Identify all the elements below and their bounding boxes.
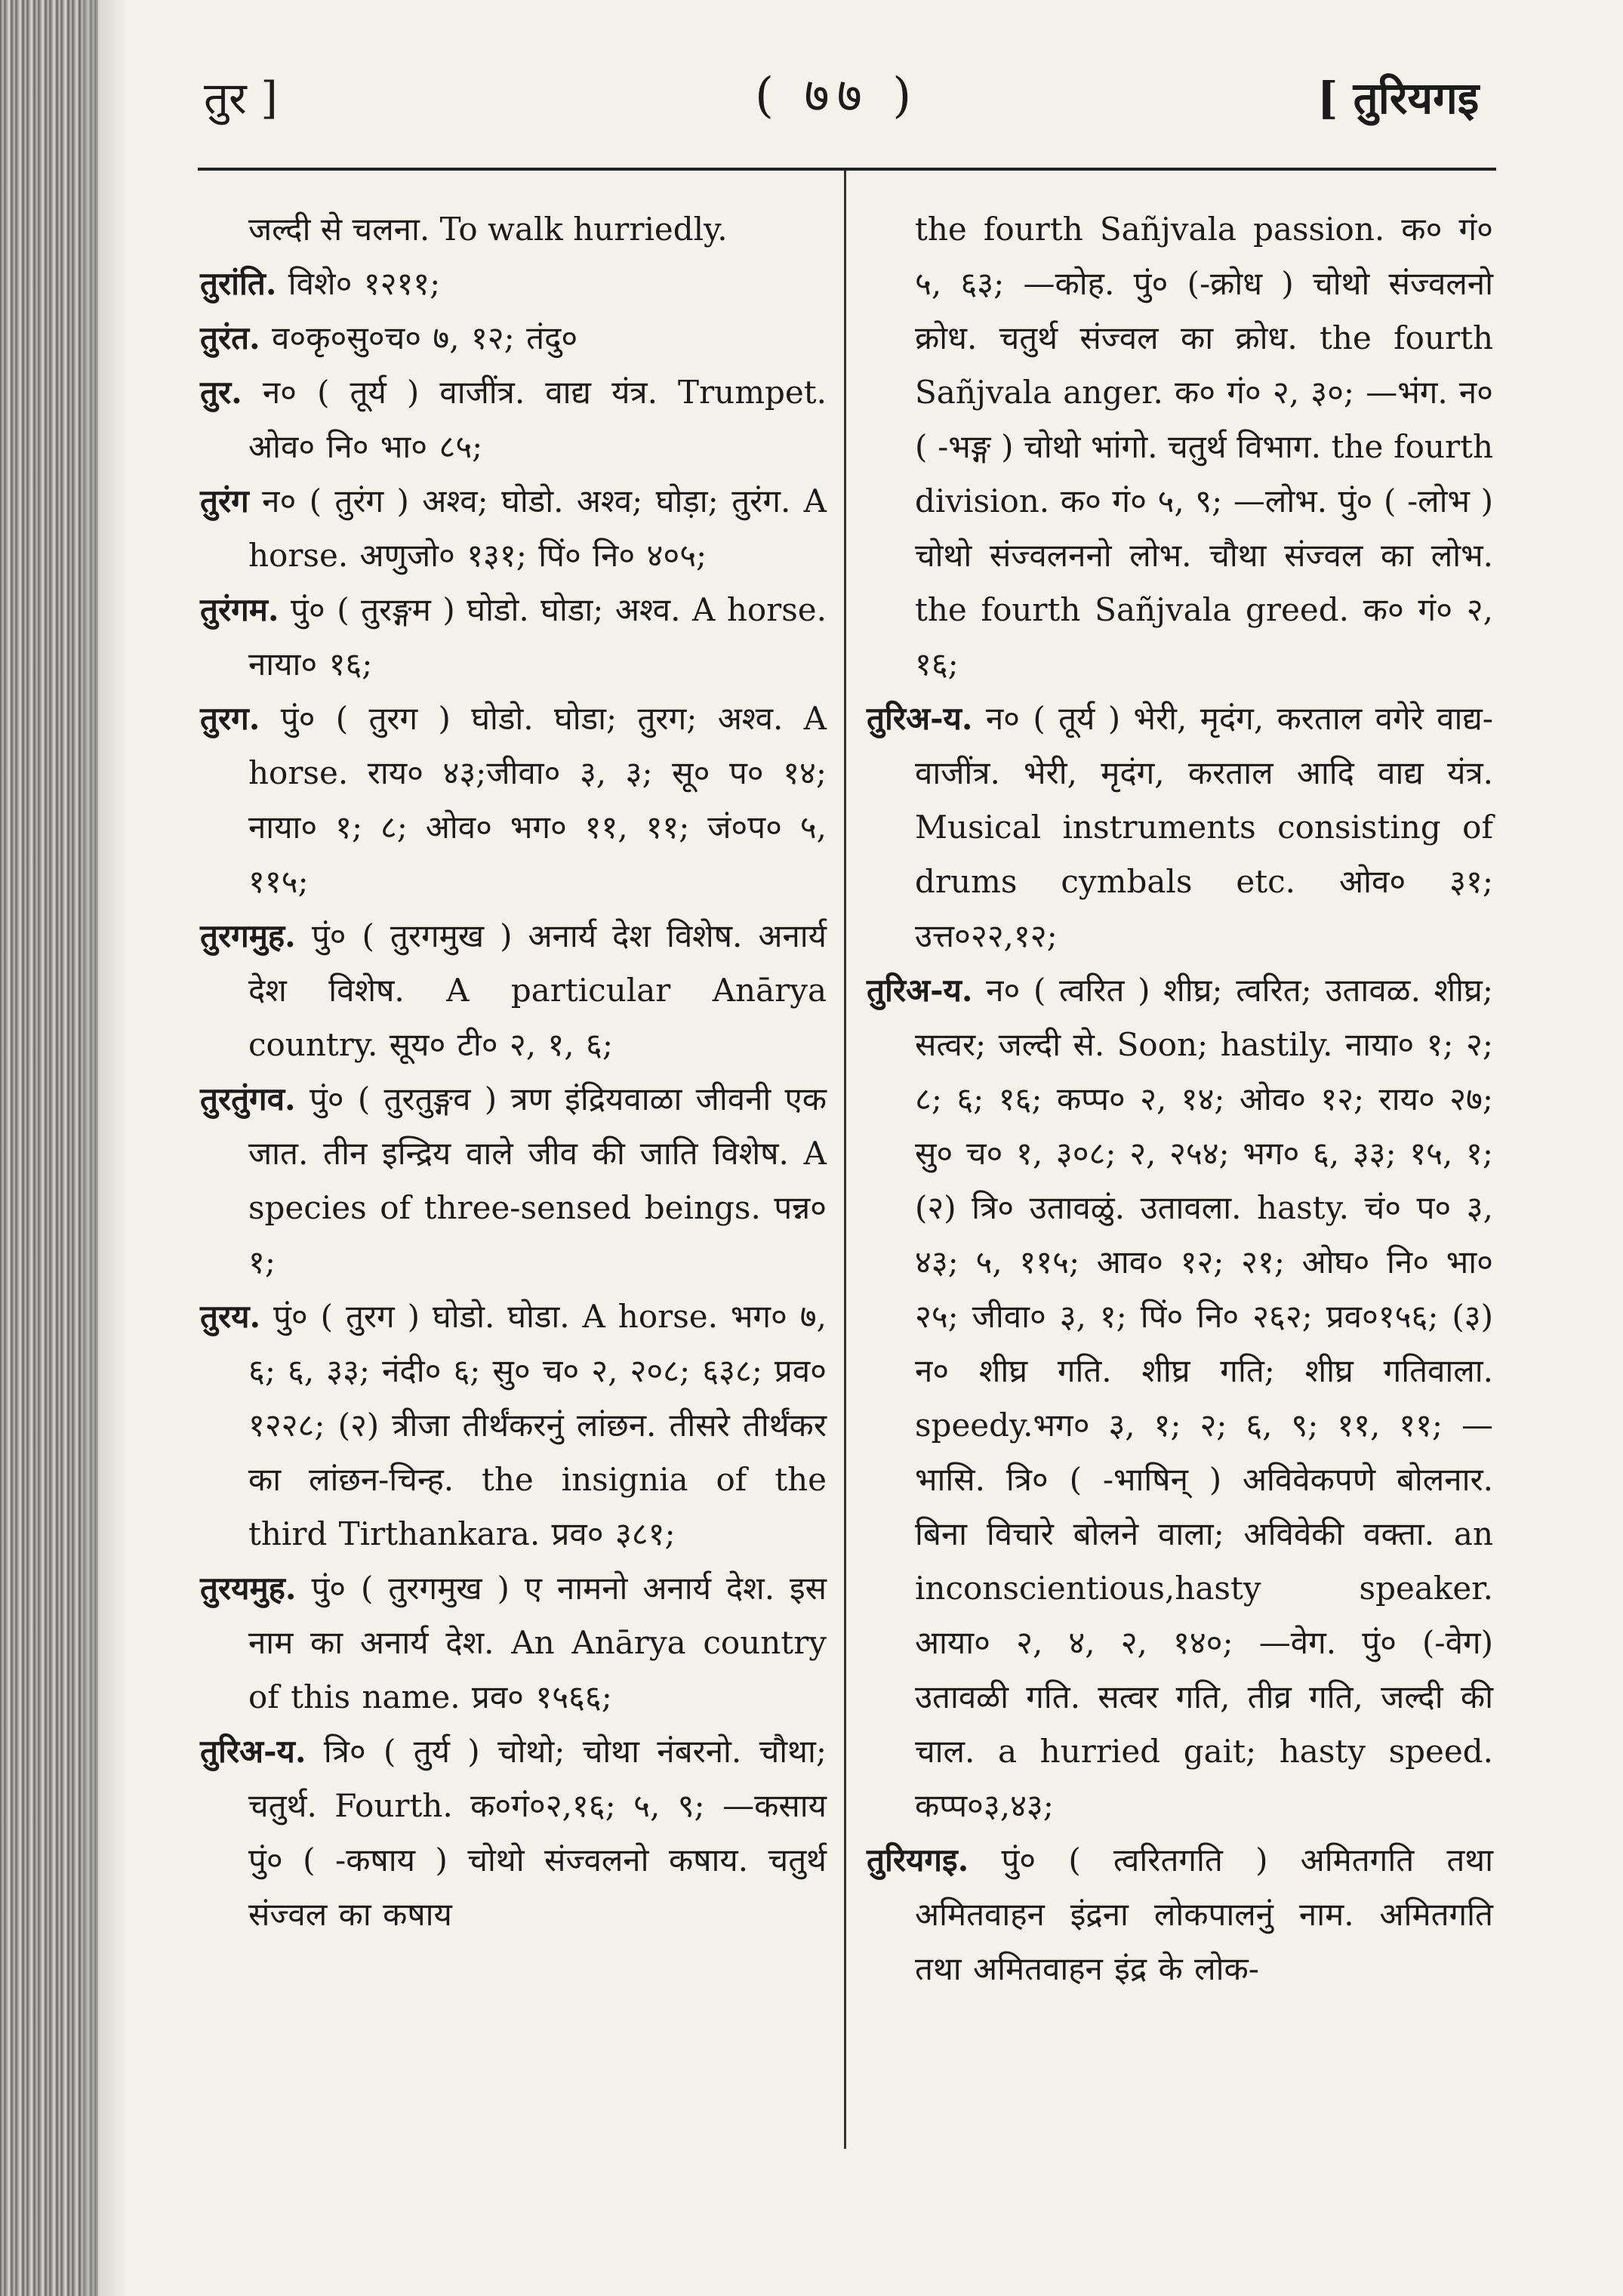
header-rule: [198, 168, 1496, 171]
entry-definition: व०कृ०सु०च० ७, १२; तंदु०: [272, 319, 578, 356]
entry-headword: तुरिअ-य.: [200, 1733, 306, 1770]
dictionary-entry: [200, 692, 827, 909]
entry-definition: पुं० ( तुरग ) घोडो. घोडा; तुरग; अश्व. A horse. राय० ४३;जीवा० ३, ३; सू० प० १४; नाया० १; ८; ओव० भग० ११, ११; जं०प० ५, ११५;: [248, 700, 827, 900]
entry-headword: तुरिअ-य.: [867, 700, 973, 737]
entry-continuation: [200, 202, 827, 257]
entry-headword: तुरयमुह.: [200, 1570, 297, 1607]
entry-headword: तुरग.: [200, 700, 260, 737]
entry-definition: जल्दी से चलना. To walk hurriedly.: [248, 211, 728, 248]
entry-definition: पुं० ( त्वरितगति ) अमितगति तथा अमितवाहन इंद्रना लोकपालनुं नाम. अमितगति तथा अमितवाहन इंद्र के लोक-: [915, 1841, 1493, 1987]
entry-definition: त्रि० ( तुर्य ) चोथो; चोथा नंबरनो. चौथा; चतुर्थ. Fourth. क०गं०२,१६; ५, ९; —कसाय पुं० ( -कषाय ) चोथो संज्वलनो कषाय. चतुर्थ संज्वल का कषाय: [248, 1733, 827, 1933]
dictionary-entry: [200, 311, 827, 365]
entry-definition: विशे० १२११;: [288, 265, 441, 302]
page-number: ( ७७ ): [755, 68, 919, 124]
entry-headword: तुरियगइ.: [867, 1841, 969, 1878]
header-right-guideword: [ तुरियगइ: [1317, 72, 1480, 124]
dictionary-entry: [200, 474, 827, 583]
entry-headword: तुरंगम.: [200, 591, 279, 628]
dictionary-entry: [867, 1833, 1493, 1996]
entry-definition: पुं० ( तुरग ) घोडो. घोडा. A horse. भग० ७, ६; ६, ३३; नंदी० ६; सु० च० २, २०८; ६३८; प्रव० १२२८; (२) त्रीजा तीर्थंकरनुं लांछन. तीसरे तीर्थंकर का लांछन-चिन्ह. the insignia of the third Tirthankara. प्रव० ३८१;: [248, 1298, 827, 1552]
entry-continuation: [867, 202, 1493, 692]
entry-definition: पुं० ( तुरतुङ्गव ) त्रण इंद्रियवाळा जीवनी एक जात. तीन इन्द्रिय वाले जीव की जाति विशेष. A species of three-sensed beings. पन्न० १;: [248, 1080, 827, 1281]
entry-headword: तुरंग: [200, 482, 249, 519]
right-column: [867, 202, 1493, 1996]
dictionary-entry: [200, 1072, 827, 1290]
entry-headword: तुरतुंगव.: [200, 1080, 296, 1117]
entry-headword: तुरिअ-य.: [867, 972, 973, 1009]
entry-headword: तुर.: [200, 374, 242, 411]
dictionary-entry: [200, 1290, 827, 1561]
entry-headword: तुरगमुह.: [200, 917, 296, 954]
dictionary-entry: [200, 257, 827, 311]
spine-fade: [83, 0, 128, 2296]
dictionary-entry: [200, 1724, 827, 1942]
dictionary-entry: [200, 583, 827, 692]
entry-definition: न० ( तुरंग ) अश्व; घोडो. अश्व; घोड़ा; तुरंग. A horse. अणुजो० १३१; पिं० नि० ४०५;: [248, 482, 827, 574]
left-column: [200, 202, 827, 1942]
column-divider: [844, 171, 846, 2149]
entry-definition: the fourth Sañjvala passion. क० गं० ५, ६३; —कोह. पुं० (-क्रोध ) चोथो संज्वलनो क्रोध. चतुर्थ संज्वल का क्रोध. the fourth Sañjvala anger. क० गं० २, ३०; —भंग. न० ( -भङ्ग ) चोथो भांगो. चतुर्थ विभाग. the fourth division. क० गं० ५, ९; —लोभ. पुं० ( -लोभ ) चोथो संज्वलननो लोभ. चौथा संज्वल का लोभ. the fourth Sañjvala greed. क० गं० २, १६;: [915, 211, 1493, 683]
entry-headword: तुरांति.: [200, 265, 277, 302]
dictionary-entry: [867, 692, 1493, 963]
entry-definition: पुं० ( तुरगमुख ) ए नामनो अनार्य देश. इस नाम का अनार्य देश. An Anārya country of this name. प्रव० १५६६;: [248, 1570, 827, 1715]
entry-definition: पुं० ( तुरङ्गम ) घोडो. घोडा; अश्व. A horse. नाया० १६;: [248, 591, 827, 683]
page-header: [0, 66, 1623, 134]
entry-definition: न० ( तूर्य ) वाजींत्र. वाद्य यंत्र. Trumpet. ओव० नि० भा० ८५;: [248, 374, 827, 465]
entry-definition: पुं० ( तुरगमुख ) अनार्य देश विशेष. अनार्य देश विशेष. A particular Anārya country. सूय० टी० २, १, ६;: [248, 917, 827, 1063]
entry-headword: तुरय.: [200, 1298, 261, 1335]
dictionary-entry: [200, 909, 827, 1072]
dictionary-entry: [867, 963, 1493, 1833]
dictionary-entry: [200, 1561, 827, 1724]
entry-headword: तुरंत.: [200, 319, 260, 356]
dictionary-entry: [200, 365, 827, 474]
header-left-guideword: तुर ]: [204, 72, 278, 124]
entry-definition: न० ( तूर्य ) भेरी, मृदंग, करताल वगेरे वाद्य-वाजींत्र. भेरी, मृदंग, करताल आदि वाद्य यंत्र. Musical instruments consisting of drums cymbals etc. ओव० ३१; उत्त०२२,१२;: [915, 700, 1493, 954]
entry-definition: न० ( त्वरित ) शीघ्र; त्वरित; उतावळ. शीघ्र; सत्वर; जल्दी से. Soon; hastily. नाया० १; २; ८; ६; १६; कप्प० २, १४; ओव० १२; राय० २७; सु० च० १, ३०८; २, २५४; भग० ६, ३३; १५, १; (२) त्रि० उतावळुं. उतावला. hasty. चं० प० ३, ४३; ५, ११५; आव० १२; २१; ओघ० नि० भा० २५; जीवा० ३, १; पिं० नि० २६२; प्रव०१५६; (३) न० शीघ्र गति. शीघ्र गति; शीघ्र गतिवाला. speedy.भग० ३, १; २; ६, ९; ११, ११; —भासि. त्रि० ( -भाषिन् ) अविवेकपणे बोलनार. बिना विचारे बोलने वाला; अविवेकी वक्ता. an inconscientious,hasty speaker. आया० २, ४, २, १४०; —वेग. पुं० (-वेग) उतावळी गति. सत्वर गति, तीव्र गति, जल्दी की चाल. a hurried gait; hasty speed. कप्प०३,४३;: [915, 972, 1493, 1824]
